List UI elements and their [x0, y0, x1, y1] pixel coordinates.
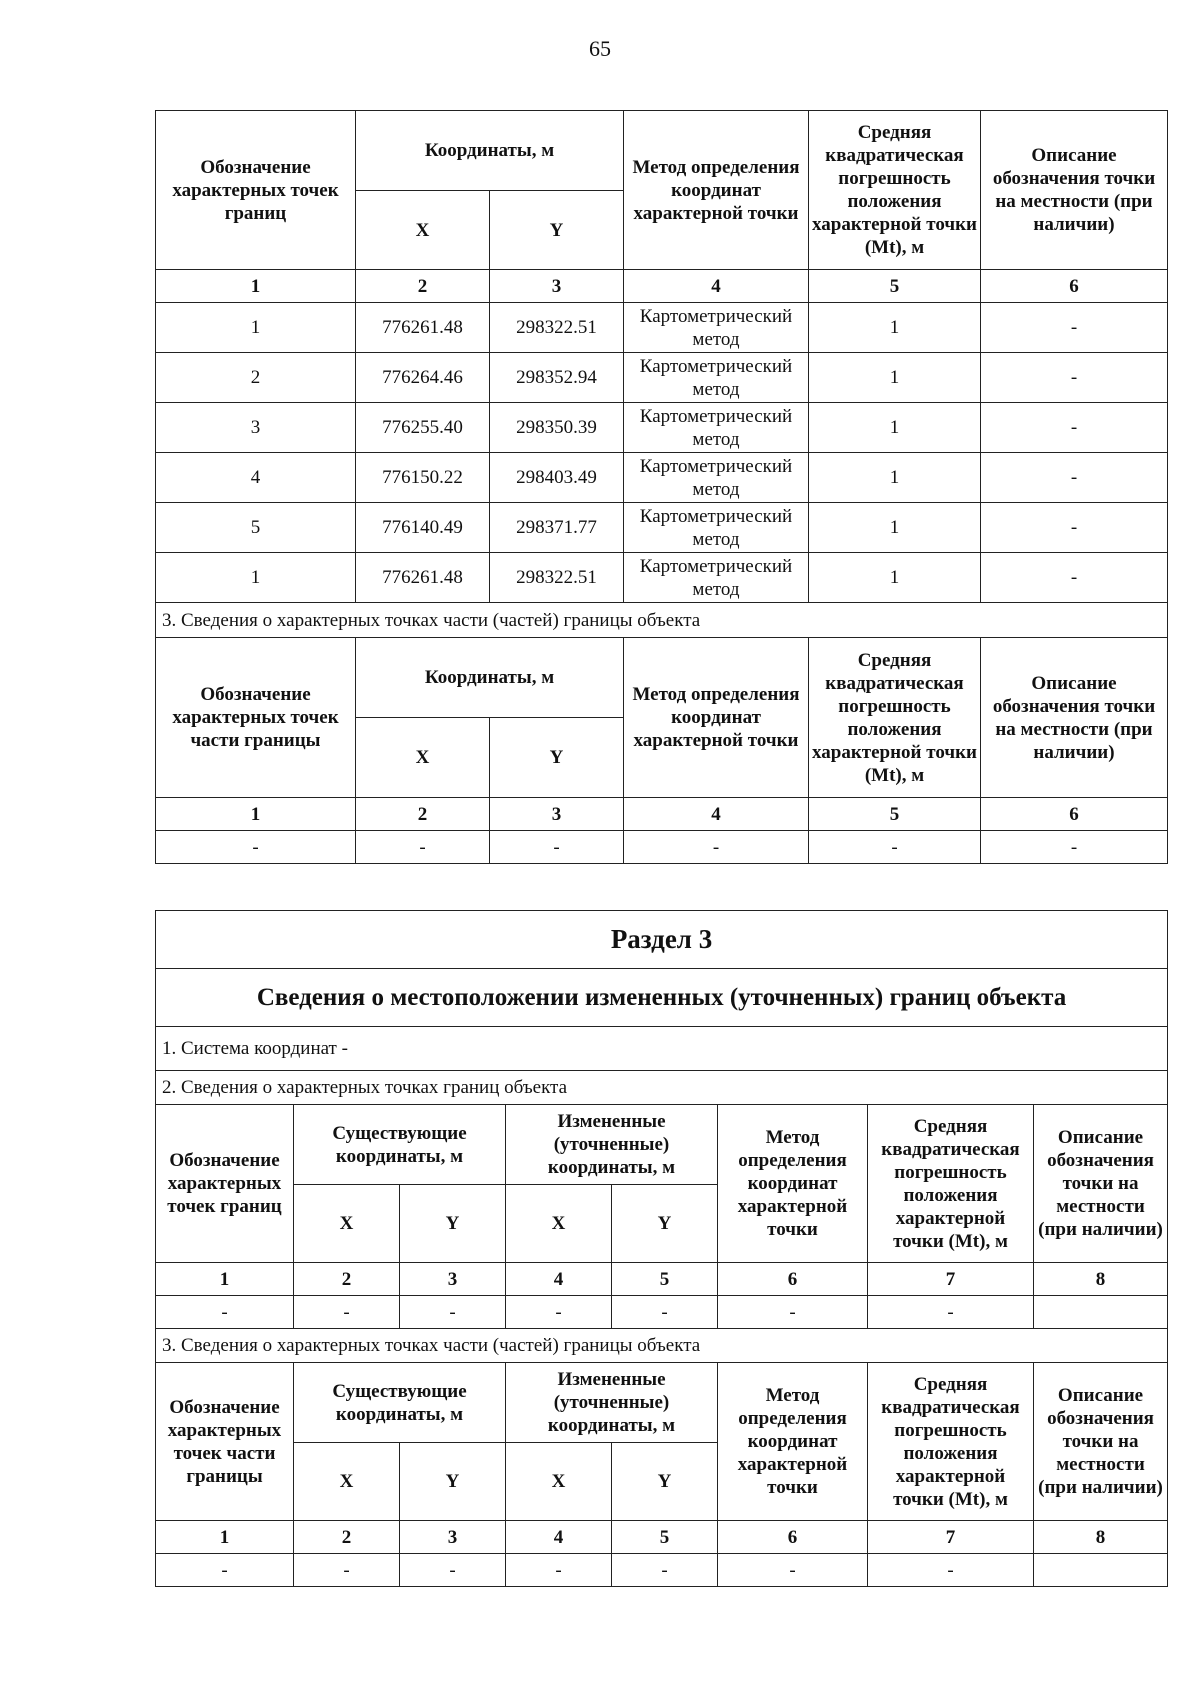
col-number: 5 [809, 798, 981, 831]
empty-cell [1034, 1554, 1168, 1587]
column-numbers-row [156, 798, 1168, 831]
point-cell: 1 [156, 303, 356, 353]
empty-cell: - [294, 1554, 400, 1587]
header-description: Описание обозначения точки на местности (при наличии) [981, 638, 1168, 798]
description-cell: - [981, 403, 1168, 453]
col-number: 6 [718, 1263, 868, 1296]
col-number: 6 [981, 270, 1168, 303]
method-cell: Картометрический метод [624, 403, 809, 453]
x-cell: 776261.48 [356, 553, 490, 603]
col-number: 1 [156, 798, 356, 831]
section-heading: Сведения о местоположении измененных (уточненных) границ объекта [156, 969, 1168, 1027]
header-y: Y [400, 1185, 506, 1263]
empty-cell: - [718, 1296, 868, 1329]
empty-cell: - [400, 1296, 506, 1329]
empty-cell: - [506, 1554, 612, 1587]
header-designation: Обозначение характерных точек части границы [156, 1363, 294, 1521]
table-row [156, 1296, 1168, 1329]
coord-system: 1. Система координат - [156, 1027, 1168, 1071]
table-row [156, 831, 1168, 864]
col-number: 1 [156, 1521, 294, 1554]
col-number: 5 [612, 1263, 718, 1296]
col-number: 2 [294, 1521, 400, 1554]
header-existing-coords: Существующие координаты, м [294, 1363, 506, 1443]
col-number: 4 [506, 1521, 612, 1554]
x-cell: 776264.46 [356, 353, 490, 403]
method-cell: Картометрический метод [624, 453, 809, 503]
col-number: 8 [1034, 1521, 1168, 1554]
y-cell: 298322.51 [490, 303, 624, 353]
col-number: 3 [490, 798, 624, 831]
parts-heading: 3. Сведения о характерных точках части (частей) границы объекта [156, 1329, 1168, 1363]
section-parts-heading: 3. Сведения о характерных точках части (частей) границы объекта [156, 603, 1168, 638]
column-numbers-row [156, 270, 1168, 303]
error-cell: 1 [809, 503, 981, 553]
header-changed-coords: Измененные (уточненные) координаты, м [506, 1105, 718, 1185]
section-title: Раздел 3 [156, 911, 1168, 969]
empty-cell: - [156, 1554, 294, 1587]
empty-cell: - [156, 1296, 294, 1329]
column-numbers-row [156, 1521, 1168, 1554]
header-description: Описание обозначения точки на местности (при наличии) [1034, 1105, 1168, 1263]
header-designation: Обозначение характерных точек границ [156, 1105, 294, 1263]
col-number: 2 [356, 270, 490, 303]
y-cell: 298350.39 [490, 403, 624, 453]
col-number: 4 [624, 798, 809, 831]
col-number: 2 [294, 1263, 400, 1296]
points-heading: 2. Сведения о характерных точках границ объекта [156, 1071, 1168, 1105]
description-cell: - [981, 453, 1168, 503]
x-cell: 776150.22 [356, 453, 490, 503]
empty-cell: - [400, 1554, 506, 1587]
empty-cell: - [506, 1296, 612, 1329]
col-number: 5 [809, 270, 981, 303]
empty-cell: - [612, 1554, 718, 1587]
col-number: 6 [981, 798, 1168, 831]
header-y: Y [490, 718, 624, 798]
col-number: 3 [490, 270, 624, 303]
header-designation: Обозначение характерных точек границ [156, 111, 356, 270]
error-cell: 1 [809, 353, 981, 403]
header-description: Описание обозначения точки на местности (при наличии) [1034, 1363, 1168, 1521]
header-method: Метод определения координат характерной точки [624, 638, 809, 798]
description-cell: - [981, 303, 1168, 353]
col-number: 4 [624, 270, 809, 303]
header-y: Y [400, 1443, 506, 1521]
empty-cell: - [981, 831, 1168, 864]
col-number: 4 [506, 1263, 612, 1296]
empty-cell: - [809, 831, 981, 864]
error-cell: 1 [809, 403, 981, 453]
header-method: Метод определения координат характерной точки [718, 1363, 868, 1521]
header-error: Средняя квадратическая погрешность положения характерной точки (Mt), м [868, 1105, 1034, 1263]
header-y: Y [612, 1443, 718, 1521]
empty-cell: - [490, 831, 624, 864]
column-numbers-row [156, 1263, 1168, 1296]
empty-cell: - [718, 1554, 868, 1587]
point-cell: 1 [156, 553, 356, 603]
empty-cell: - [612, 1296, 718, 1329]
header-description: Описание обозначения точки на местности (при наличии) [981, 111, 1168, 270]
header-y: Y [612, 1185, 718, 1263]
table-row [156, 453, 1168, 503]
header-x: X [506, 1443, 612, 1521]
error-cell: 1 [809, 553, 981, 603]
page-number: 65 [589, 36, 611, 61]
table-row [156, 1554, 1168, 1587]
method-cell: Картометрический метод [624, 553, 809, 603]
col-number: 1 [156, 1263, 294, 1296]
header-y: Y [490, 191, 624, 270]
error-cell: 1 [809, 453, 981, 503]
y-cell: 298403.49 [490, 453, 624, 503]
header-x: X [356, 191, 490, 270]
table-row [156, 303, 1168, 353]
x-cell: 776255.40 [356, 403, 490, 453]
x-cell: 776140.49 [356, 503, 490, 553]
header-x: X [294, 1185, 400, 1263]
header-method: Метод определения координат характерной точки [624, 111, 809, 270]
method-cell: Картометрический метод [624, 353, 809, 403]
table-row [156, 353, 1168, 403]
header-error: Средняя квадратическая погрешность положения характерной точки (Mt), м [868, 1363, 1034, 1521]
empty-cell: - [156, 831, 356, 864]
col-number: 7 [868, 1521, 1034, 1554]
header-x: X [356, 718, 490, 798]
header-designation: Обозначение характерных точек части границы [156, 638, 356, 798]
header-error: Средняя квадратическая погрешность положения характерной точки (Mt), м [809, 111, 981, 270]
header-changed-coords: Измененные (уточненные) координаты, м [506, 1363, 718, 1443]
col-number: 5 [612, 1521, 718, 1554]
point-cell: 5 [156, 503, 356, 553]
empty-cell: - [294, 1296, 400, 1329]
description-cell: - [981, 353, 1168, 403]
col-number: 1 [156, 270, 356, 303]
point-cell: 4 [156, 453, 356, 503]
description-cell: - [981, 553, 1168, 603]
error-cell: 1 [809, 303, 981, 353]
header-x: X [506, 1185, 612, 1263]
point-cell: 3 [156, 403, 356, 453]
boundary-points-table [155, 110, 1168, 864]
col-number: 7 [868, 1263, 1034, 1296]
table-row [156, 403, 1168, 453]
table-row [156, 553, 1168, 603]
empty-cell: - [624, 831, 809, 864]
empty-cell [1034, 1296, 1168, 1329]
point-cell: 2 [156, 353, 356, 403]
header-x: X [294, 1443, 400, 1521]
y-cell: 298371.77 [490, 503, 624, 553]
col-number: 2 [356, 798, 490, 831]
x-cell: 776261.48 [356, 303, 490, 353]
empty-cell: - [356, 831, 490, 864]
section3-table [155, 910, 1168, 1587]
header-coords: Координаты, м [356, 638, 624, 718]
table-row [156, 503, 1168, 553]
col-number: 3 [400, 1263, 506, 1296]
method-cell: Картометрический метод [624, 503, 809, 553]
col-number: 8 [1034, 1263, 1168, 1296]
header-coords: Координаты, м [356, 111, 624, 191]
y-cell: 298352.94 [490, 353, 624, 403]
description-cell: - [981, 503, 1168, 553]
y-cell: 298322.51 [490, 553, 624, 603]
col-number: 6 [718, 1521, 868, 1554]
empty-cell: - [868, 1296, 1034, 1329]
col-number: 3 [400, 1521, 506, 1554]
method-cell: Картометрический метод [624, 303, 809, 353]
header-error: Средняя квадратическая погрешность положения характерной точки (Mt), м [809, 638, 981, 798]
empty-cell: - [868, 1554, 1034, 1587]
header-method: Метод определения координат характерной точки [718, 1105, 868, 1263]
header-existing-coords: Существующие координаты, м [294, 1105, 506, 1185]
